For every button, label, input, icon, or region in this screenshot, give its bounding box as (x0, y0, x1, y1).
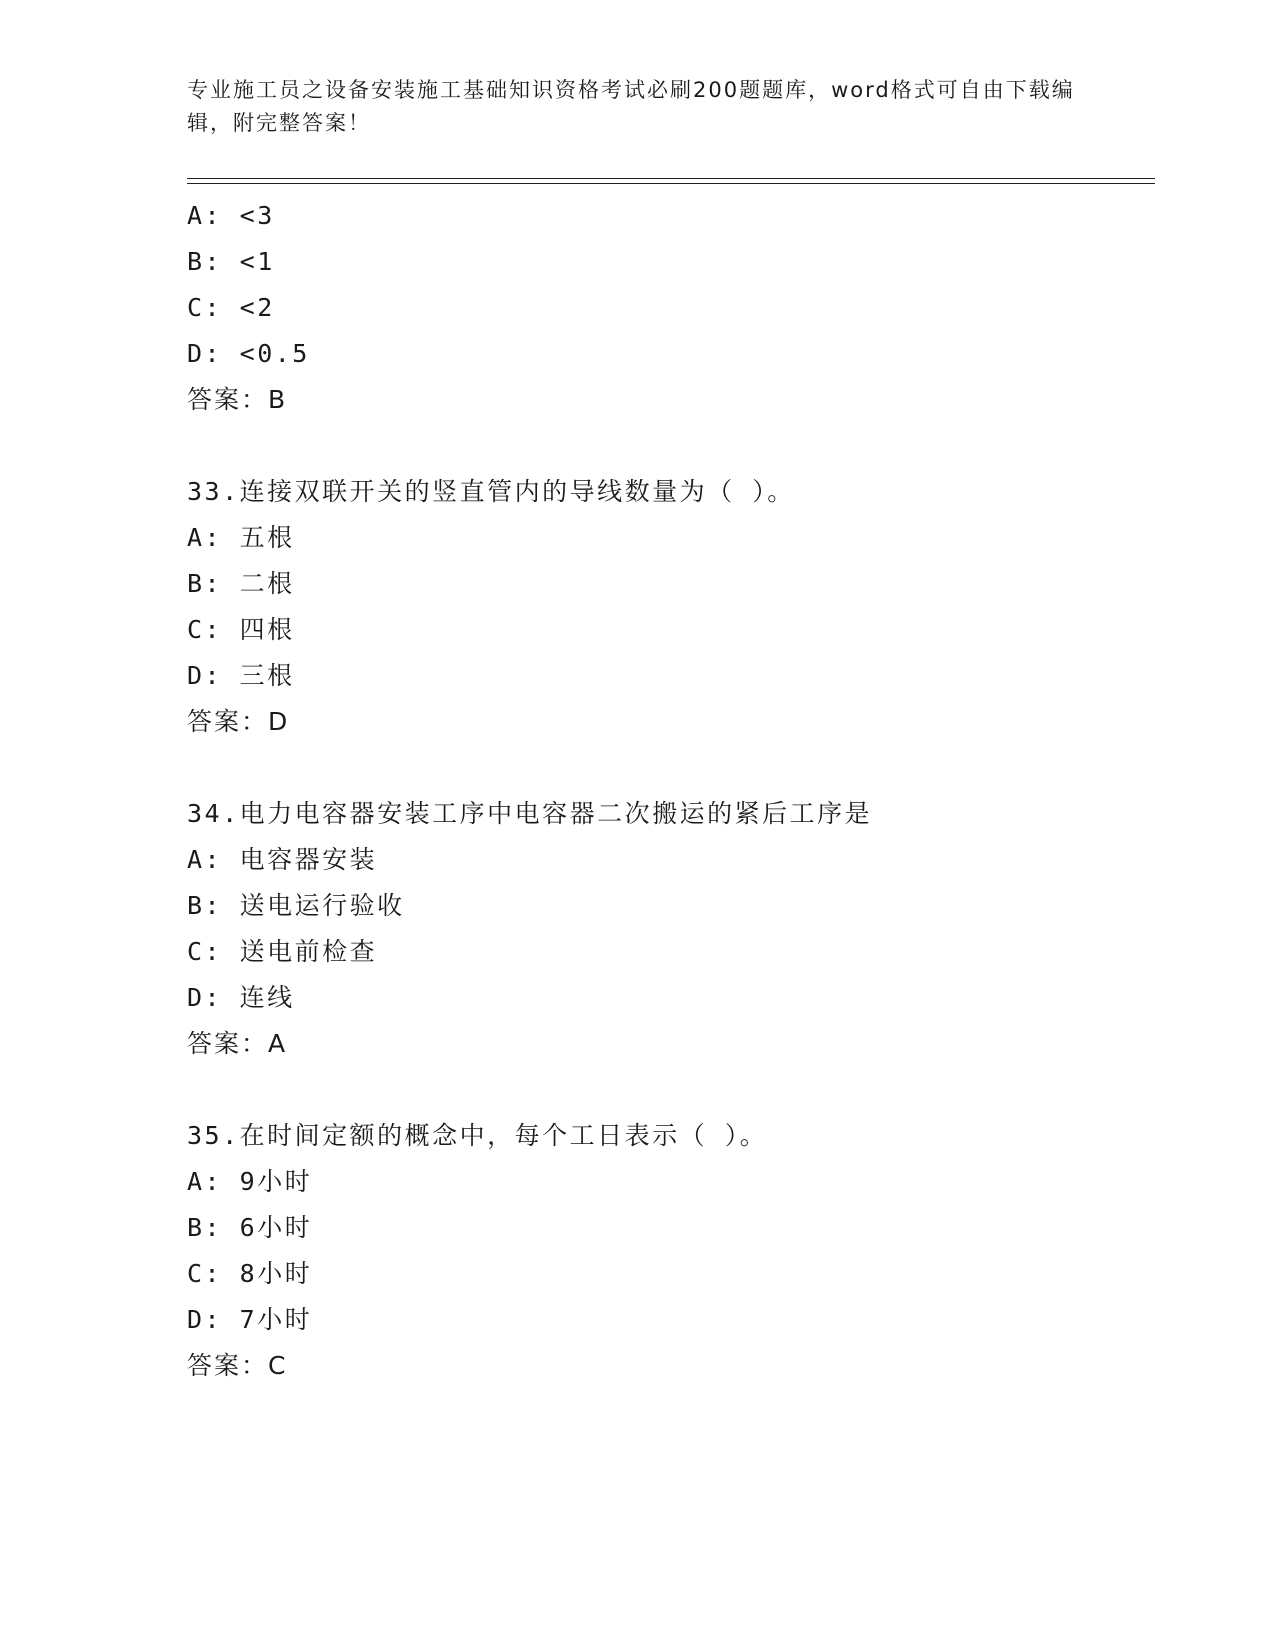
header-title: 专业施工员之设备安装施工基础知识资格考试必刷200题题库，word格式可自由下载编辑，附完整答案！ (187, 78, 1075, 135)
question-block-33 (187, 469, 1155, 745)
option-a: A: 9小时 (187, 1167, 313, 1196)
option-d: D: 7小时 (187, 1305, 313, 1334)
option-d: D: 连线 (187, 983, 295, 1012)
option-a: A: <3 (187, 201, 275, 230)
option-c: C: 送电前检查 (187, 937, 378, 966)
option-b: B: 送电运行验收 (187, 891, 405, 920)
question-text: 33.连接双联开关的竖直管内的导线数量为（ ）。 (187, 477, 795, 506)
option-d: D: <0.5 (187, 339, 310, 368)
option-a: A: 电容器安装 (187, 845, 378, 874)
option-c: C: <2 (187, 293, 275, 322)
option-b: B: 6小时 (187, 1213, 313, 1242)
question-block-34 (187, 791, 1155, 1067)
header-rule-bottom (187, 183, 1155, 184)
question-list (187, 193, 1155, 1389)
option-b: B: 二根 (187, 569, 295, 598)
option-c: C: 8小时 (187, 1259, 313, 1288)
question-block-35 (187, 1113, 1155, 1389)
document-header (187, 74, 1077, 140)
question-text: 35.在时间定额的概念中，每个工日表示（ ）。 (187, 1121, 768, 1150)
option-b: B: <1 (187, 247, 275, 276)
option-c: C: 四根 (187, 615, 295, 644)
answer-line: 答案：C (187, 1351, 288, 1380)
option-a: A: 五根 (187, 523, 295, 552)
option-d: D: 三根 (187, 661, 295, 690)
answer-line: 答案：A (187, 1029, 288, 1058)
header-rule-top (187, 178, 1155, 179)
answer-line: 答案：D (187, 707, 290, 736)
question-text: 34.电力电容器安装工序中电容器二次搬运的紧后工序是 (187, 799, 873, 828)
answer-line: 答案：B (187, 385, 288, 414)
question-block-prev (187, 193, 1155, 423)
